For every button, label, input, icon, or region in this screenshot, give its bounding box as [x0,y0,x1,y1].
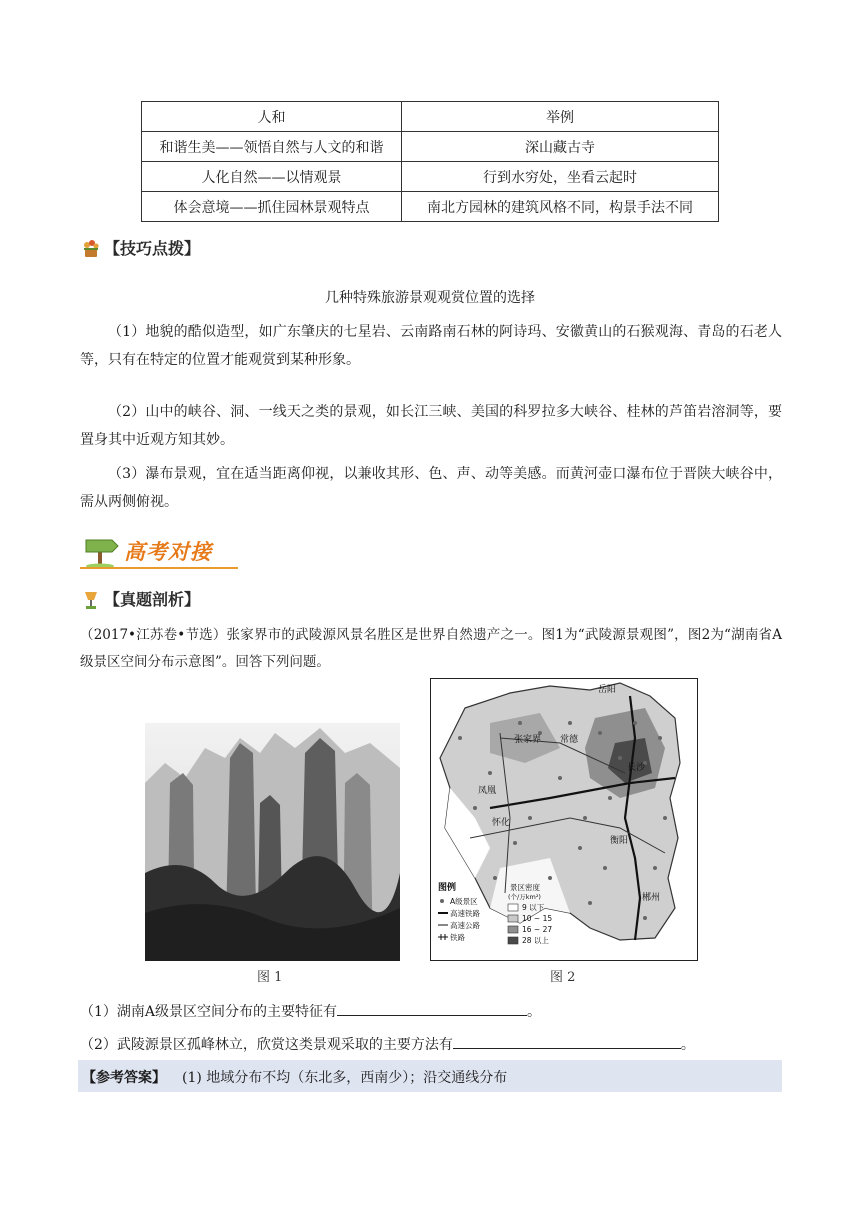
table-row [142,132,719,162]
question-2-text: （2）武陵源景区孤峰林立，欣赏这类景观采取的主要方法有 [80,1037,453,1053]
skills-header-label: 【技巧点拨】 [104,239,201,258]
skills-item-2: （2）山中的峡谷、洞、一线天之类的景观，如长江三峡、美国的科罗拉多大峡谷、桂林的芦笛岩溶洞等，要置身其中近观方知其妙。 [80,404,782,448]
legend-item: 高速公路 [450,921,480,930]
figure-1-caption: 图 1 [257,970,283,985]
density-level: 10 ~ 15 [522,914,553,923]
lamp-icon [80,588,102,610]
table-cell: 和谐生美——领悟自然与人文的和谐 [142,132,402,162]
skills-item-1: （1）地貌的酷似造型，如广东肇庆的七星岩、云南路南石林的阿诗玛、安徽黄山的石猴观海、青岛的石老人等，只有在特定的位置才能观赏到某种形象。 [80,324,782,368]
answer-text: (1) 地域分布不均（东北多，西南少）；沿交通线分布 [182,1070,508,1086]
exam-header-label: 【真题剖析】 [104,590,201,609]
question-1-text: （1）湖南A级景区空间分布的主要特征有 [80,1004,338,1020]
signpost-icon [80,534,122,568]
table-cell: 人化自然——以情观景 [142,162,402,192]
city-label: 张家界 [514,735,542,745]
gaokao-underline [80,567,238,569]
table-cell: 行到水穷处，坐看云起时 [402,162,719,192]
city-label: 凤凰 [478,786,497,796]
exam-section-header [80,587,200,610]
density-level: 16 ~ 27 [522,925,553,934]
city-label: 衡阳 [610,836,629,846]
table-cell: 南北方园林的建筑风格不同，构景手法不同 [402,192,719,222]
city-label: 长沙 [627,763,646,773]
skills-item-3: （3）瀑布景观，宜在适当距离仰视，以兼收其形、色、声、动等美感。而黄河壶口瀑布位于晋陕大峡谷中，需从两侧俯视。 [80,466,782,510]
legend-item: 高速铁路 [450,909,480,918]
table-cell: 深山藏古寺 [402,132,719,162]
gaokao-label: 高考对接 [124,540,212,564]
density-unit: (个/万km²) [508,893,541,901]
question-1 [80,1001,541,1021]
table-row [142,192,719,222]
legend-title: 图例 [438,883,457,893]
figure-2-map [430,678,698,961]
question-2 [80,1034,695,1054]
figure-1-photo [145,723,400,961]
density-title: 景区密度 [510,883,540,892]
question-1-period: 。 [527,1004,542,1020]
exam-intro: （2017•江苏卷•节选）张家界市的武陵源风景名胜区是世界自然遗产之一。图1为“武陵源景观图”，图2为“湖南省A级景区空间分布示意图”。回答下列问题。 [80,627,782,670]
table-header-cell: 举例 [402,102,719,132]
figure-2-caption: 图 2 [550,970,576,985]
density-level: 9 以下 [522,903,545,912]
skills-title: 几种特殊旅游景观观赏位置的选择 [325,290,535,306]
answer-tag: 【参考答案】 [82,1070,166,1086]
question-2-period: 。 [680,1037,695,1053]
gaokao-banner [80,534,238,570]
reference-answer-box [78,1060,782,1092]
legend-item: A级景区 [450,897,478,906]
skills-section-header [80,236,200,259]
table-header-cell: 人和 [142,102,402,132]
density-level: 28 以上 [522,936,549,945]
city-label: 郴州 [642,893,661,903]
table-row [142,162,719,192]
table-header-row [142,102,719,132]
city-label: 岳阳 [598,685,617,695]
principles-table [141,101,719,222]
legend-item: 铁路 [450,933,465,942]
answer-blank-1[interactable] [337,1001,527,1016]
city-label: 常德 [560,735,579,745]
table-cell: 体会意境——抓住园林景观特点 [142,192,402,222]
flower-pot-icon [80,237,102,259]
city-label: 怀化 [492,818,511,828]
answer-blank-2[interactable] [453,1034,681,1049]
